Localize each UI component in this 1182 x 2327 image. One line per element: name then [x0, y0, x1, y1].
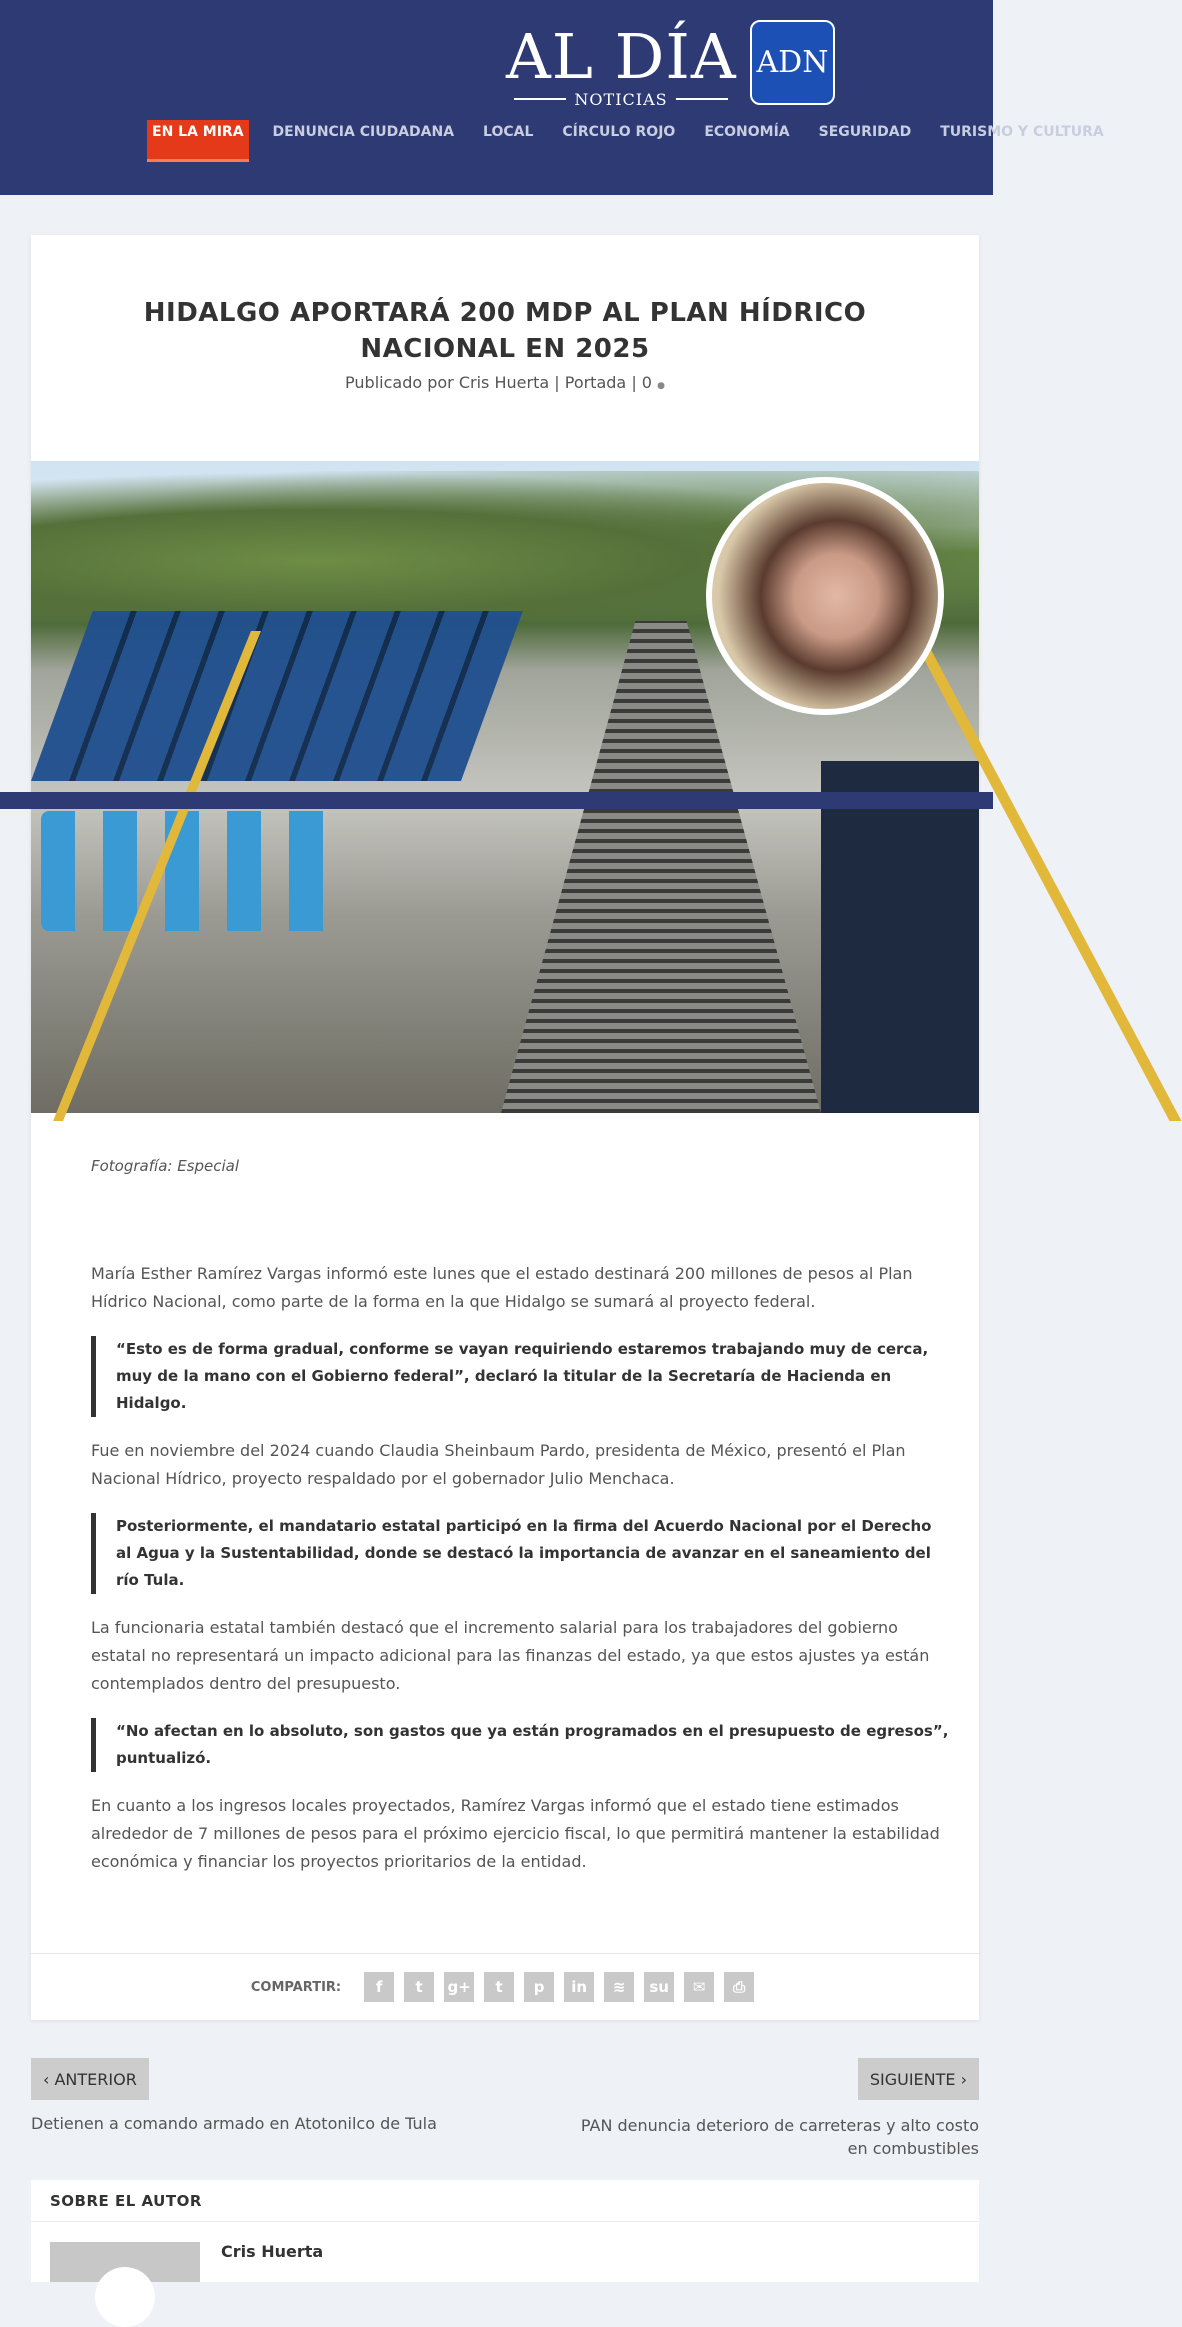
nav-item-turismo-cultura[interactable]: TURISMO Y CULTURA	[940, 124, 1104, 140]
share-bar	[31, 1953, 979, 2020]
author-name[interactable]: Cris Huerta	[221, 2242, 324, 2261]
main-nav	[147, 120, 1128, 166]
meta-prefix: Publicado por	[345, 373, 454, 392]
facebook-icon[interactable]: f	[364, 1972, 394, 2002]
meta-author-link[interactable]: Cris Huerta	[458, 373, 550, 392]
author-avatar	[50, 2242, 200, 2282]
paragraph-4: En cuanto a los ingresos locales proyectados, Ramírez Vargas informó que el estado tiene estimados alrededor de 7 millones de pesos para el próximo ejercicio fiscal, lo que permitirá mantener la estabilidad económica y financiar los proyectos prioritarios de la entidad.	[91, 1796, 940, 1871]
twitter-icon[interactable]: t	[404, 1972, 434, 2002]
article-title: HIDALGO APORTARÁ 200 MDP AL PLAN HÍDRICO NACIONAL EN 2025	[143, 298, 867, 364]
logo-badge[interactable]: ADN	[750, 20, 835, 105]
nav-item-circulo-rojo[interactable]: CÍRCULO ROJO	[562, 124, 676, 140]
meta-comments-count[interactable]: 0	[641, 373, 652, 392]
nav-item-seguridad[interactable]: SEGURIDAD	[818, 124, 912, 140]
tumblr-icon[interactable]: t	[484, 1972, 514, 2002]
article-meta	[31, 373, 979, 392]
site-logo-subtitle	[506, 88, 736, 110]
quote-2: Posteriormente, el mandatario estatal participó en la firma del Acuerdo Nacional por el Derecho al Agua y la Sustentabilidad, donde se destacó la importancia de avanzar en el saneamiento del río Tula.	[91, 1513, 951, 1594]
logo-line-left	[514, 98, 566, 100]
quote-3: “No afectan en lo absoluto, son gastos que ya están programados en el presupuesto de egresos”, puntualizó.	[91, 1718, 951, 1772]
stumbleupon-icon[interactable]: su	[644, 1972, 674, 2002]
article-body	[91, 1260, 951, 1896]
site-logo-title[interactable]: AL DÍA	[506, 20, 737, 93]
image-caption: Fotografía: Especial	[91, 1157, 240, 1175]
print-icon[interactable]: ⎙	[724, 1972, 754, 2002]
google-plus-icon[interactable]: g+	[444, 1972, 474, 2002]
article-card	[31, 235, 979, 2020]
paragraph-2: Fue en noviembre del 2024 cuando Claudia Sheinbaum Pardo, presidenta de México, presentó el Plan Nacional Hídrico, proyecto respaldado por el gobernador Julio Menchaca.	[91, 1441, 906, 1488]
author-box-heading: SOBRE EL AUTOR	[31, 2180, 979, 2222]
nav-item-local[interactable]: LOCAL	[483, 124, 534, 140]
meta-category-link[interactable]: Portada	[564, 373, 627, 392]
meta-separator: |	[631, 373, 637, 392]
paragraph-1: María Esther Ramírez Vargas informó este lunes que el estado destinará 200 millones de pesos al Plan Hídrico Nacional, como parte de la forma en la que Hidalgo se sumará al proyecto federal.	[91, 1264, 913, 1311]
logo-line-right	[676, 98, 728, 100]
hero-portrait	[706, 477, 944, 715]
previous-post-title[interactable]: Detienen a comando armado en Atotonilco de Tula	[31, 2114, 437, 2133]
next-post-title[interactable]: PAN denuncia deterioro de carreteras y alto costo en combustibles	[580, 2116, 979, 2158]
nav-item-economia[interactable]: ECONOMÍA	[704, 124, 790, 140]
linkedin-icon[interactable]: in	[564, 1972, 594, 2002]
comment-icon: ●	[657, 381, 665, 391]
site-header	[0, 0, 1104, 195]
meta-separator: |	[554, 373, 560, 392]
paragraph-3: La funcionaria estatal también destacó que el incremento salarial para los trabajadores del gobierno estatal no representará un impacto adicional para las finanzas del estado, ya que estos ajustes ya están contemplados dentro del presupuesto.	[91, 1618, 930, 1693]
logo-subtitle-text: NOTICIAS	[574, 89, 668, 109]
quote-1: “Esto es de forma gradual, conforme se vayan requiriendo estaremos trabajando muy de cerca, muy de la mano con el Gobierno federal”, declaró la titular de la Secretaría de Hacienda en Hidalgo.	[91, 1336, 951, 1417]
email-icon[interactable]: ✉	[684, 1972, 714, 2002]
previous-post-button[interactable]: ‹ ANTERIOR	[31, 2058, 149, 2100]
share-label: COMPARTIR:	[250, 1979, 342, 1995]
hero-image	[31, 461, 979, 1113]
buffer-icon[interactable]: ≋	[604, 1972, 634, 2002]
nav-item-denuncia-ciudadana[interactable]: DENUNCIA CIUDADANA	[272, 124, 455, 140]
sticky-header-band	[0, 792, 993, 809]
nav-item-en-la-mira[interactable]: EN LA MIRA	[147, 120, 249, 162]
author-box	[31, 2180, 979, 2282]
pinterest-icon[interactable]: p	[524, 1972, 554, 2002]
next-post-button[interactable]: SIGUIENTE ›	[858, 2058, 979, 2100]
